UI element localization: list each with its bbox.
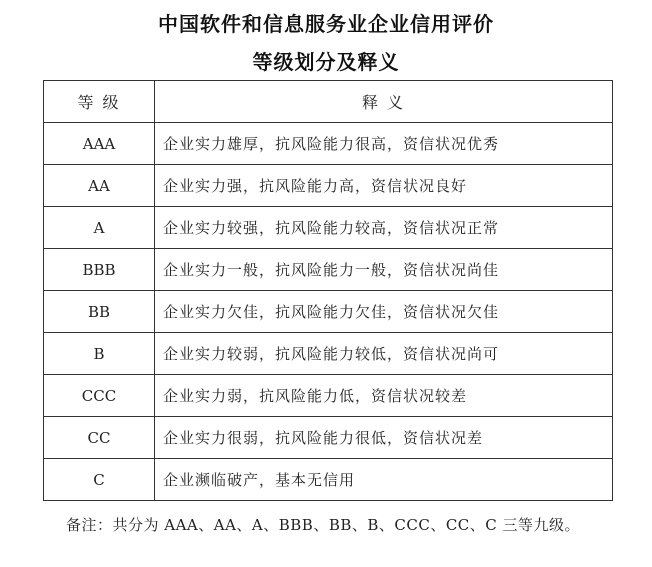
grade-cell: AA — [44, 165, 155, 207]
document-subtitle: 等级划分及释义 — [252, 50, 400, 74]
header-meaning: 释 义 — [155, 81, 613, 123]
meaning-cell: 企业实力很弱，抗风险能力很低，资信状况差 — [155, 417, 613, 459]
meaning-cell: 企业实力欠佳，抗风险能力欠佳，资信状况欠佳 — [155, 291, 613, 333]
credit-rating-table — [43, 80, 613, 501]
table-row — [44, 459, 613, 501]
header-grade: 等 级 — [44, 81, 155, 123]
grade-cell: CC — [44, 417, 155, 459]
table-row — [44, 375, 613, 417]
footnote: 备注：共分为 AAA、AA、A、BBB、BB、B、CCC、CC、C 三等九级。 — [66, 516, 581, 534]
table-row — [44, 291, 613, 333]
meaning-cell: 企业实力雄厚，抗风险能力很高，资信状况优秀 — [155, 123, 613, 165]
grade-cell: C — [44, 459, 155, 501]
grade-cell: CCC — [44, 375, 155, 417]
meaning-cell: 企业实力一般，抗风险能力一般，资信状况尚佳 — [155, 249, 613, 291]
table-row — [44, 417, 613, 459]
table-row — [44, 249, 613, 291]
document-title: 中国软件和信息服务业企业信用评价 — [158, 12, 494, 36]
grade-cell: BB — [44, 291, 155, 333]
table-row — [44, 207, 613, 249]
table-row — [44, 123, 613, 165]
meaning-cell: 企业实力弱，抗风险能力低，资信状况较差 — [155, 375, 613, 417]
grade-cell: A — [44, 207, 155, 249]
grade-cell: AAA — [44, 123, 155, 165]
meaning-cell: 企业实力较弱，抗风险能力较低，资信状况尚可 — [155, 333, 613, 375]
grade-cell: BBB — [44, 249, 155, 291]
table-row — [44, 333, 613, 375]
meaning-cell: 企业实力较强，抗风险能力较高，资信状况正常 — [155, 207, 613, 249]
meaning-cell: 企业实力强，抗风险能力高，资信状况良好 — [155, 165, 613, 207]
meaning-cell: 企业濒临破产，基本无信用 — [155, 459, 613, 501]
table-row — [44, 165, 613, 207]
grade-cell: B — [44, 333, 155, 375]
table-header-row — [44, 81, 613, 123]
